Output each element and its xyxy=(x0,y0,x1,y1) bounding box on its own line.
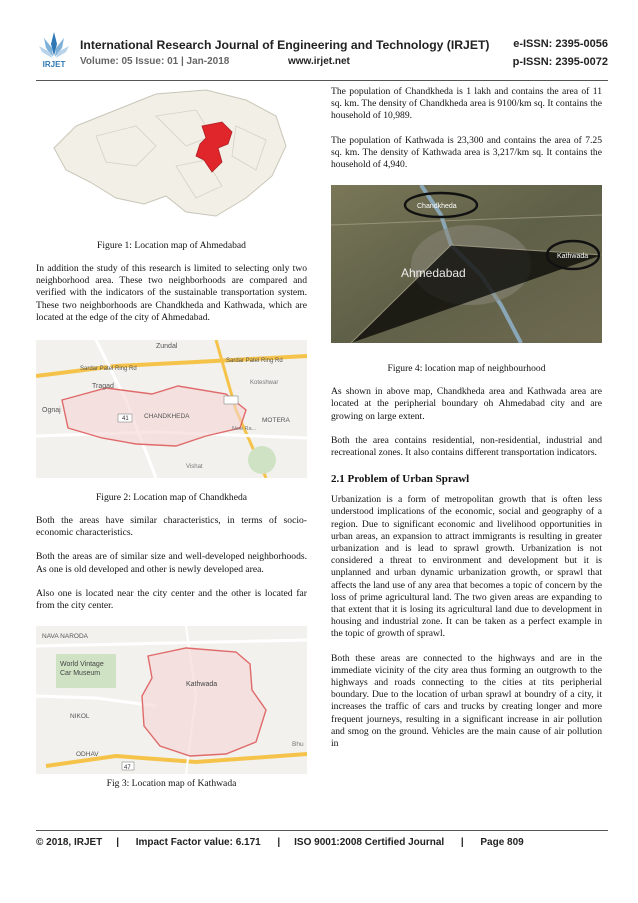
footer-iso: ISO 9001:2008 Certified Journal xyxy=(294,837,445,848)
chandkheda-map-graphic xyxy=(36,340,307,478)
figure-2-caption: Figure 2: Location map of Chandkheda xyxy=(95,492,248,504)
footer-separator: | xyxy=(460,837,464,848)
journal-website-link[interactable]: www.irjet.net xyxy=(288,56,350,67)
label-bhu: Bhu xyxy=(292,741,304,749)
left-column xyxy=(36,86,307,789)
label-ring-road-2: Sardar Patel Ring Rd xyxy=(226,358,283,365)
left-paragraph-4: Also one is located near the city center and the other is located far from the city center. xyxy=(36,587,307,612)
footer-impact-factor: Impact Factor value: 6.171 xyxy=(135,837,261,848)
footer-separator: | xyxy=(116,837,120,848)
header-divider xyxy=(36,80,608,81)
label-nava-naroda: NAVA NARODA xyxy=(42,633,88,641)
label-road-47: 47 xyxy=(124,765,131,772)
footer-divider xyxy=(36,830,608,831)
right-paragraph-5: Urbanization is a form of metropolitan growth that is often less understood implications of the economic, social and geography of a region. Due to significant economic and livelihood opportunities in urban areas, an expansion to attract immigrants is resulting in greater urbanization and is lead to sprawl growth. Urbanization is not considered a threat to environment and development but it is unplanned and urban dynamic urbanization growth, or sprawl that affects the land use of any area that becomes a topic of concern by the loss of prime agricultural land. The two given areas are expanding to that extent that it is losing its agricultural land due to development in housing and industrial zone. It can be taken as a perfect example in the topic of growth of sprawl. xyxy=(331,494,602,640)
right-paragraph-2: The population of Kathwada is 23,300 and contains the area of 7.25 sq. km. The density of Kathwada area is 3,217/km sq. It contains the household of 4,940. xyxy=(331,134,602,171)
right-paragraph-1: The population of Chandkheda is 1 lakh and contains the area of 11 sq. km. The density of Chandkheda area is 9100/km sq. It contains the household of 10,989. xyxy=(331,86,602,122)
journal-title: International Research Journal of Engineering and Technology (IRJET) xyxy=(80,38,490,52)
label-road-41: 41 xyxy=(122,416,129,423)
figure-neighbourhood-satellite-map xyxy=(331,185,602,343)
left-paragraph-1: In addition the study of this research is limited to selecting only two neighborhood area. These two neighborhoods are compared and verified with the indicators of the sustainable transportation system. These two neighborhoods are Chandkheda and Kathwada, which are located at the edge of the city of Ahmedabad. xyxy=(36,263,307,323)
label-odhav: ODHAV xyxy=(76,751,99,759)
satellite-map-graphic xyxy=(331,185,602,343)
label-nikol: NIKOL xyxy=(70,713,90,721)
left-paragraph-3: Both the areas are of similar size and well-developed neighborhoods. As one is old developed and other is newly developed area. xyxy=(36,551,307,575)
label-museum-line-2: Car Museum xyxy=(60,670,101,678)
label-tragad: Tragad xyxy=(92,383,114,391)
gujarat-map-graphic xyxy=(36,86,307,226)
label-koteshwar: Koteshwar xyxy=(250,380,279,387)
page-footer xyxy=(36,837,608,848)
label-ahmedabad-sat: Ahmedabad xyxy=(401,266,466,281)
figure-chandkheda-map xyxy=(36,340,307,478)
label-motera: MOTERA xyxy=(262,417,290,425)
right-paragraph-4: Both the area contains residential, non-residential, industrial and recreational zones. It also contains different transportation indicators. xyxy=(331,434,602,459)
figure-4-caption: Figure 4: location map of neighbourhood xyxy=(387,363,546,375)
section-heading-urban-sprawl: 2.1 Problem of Urban Sprawl xyxy=(331,473,470,486)
label-kathwada: Kathwada xyxy=(186,681,218,689)
volume-issue: Volume: 05 Issue: 01 | Jan-2018 xyxy=(80,56,230,67)
label-chandkheda: CHANDKHEDA xyxy=(144,413,190,421)
figure-ahmedabad-location-map xyxy=(36,86,307,226)
label-zundal: Zundal xyxy=(156,343,178,351)
pissn: p-ISSN: 2395-0072 xyxy=(512,56,608,68)
label-vishat: Vishat xyxy=(186,464,203,471)
label-ognaj: Ognaj xyxy=(42,407,61,415)
footer-separator: | xyxy=(277,837,281,848)
footer-page-number: Page 809 xyxy=(480,837,524,848)
eissn: e-ISSN: 2395-0056 xyxy=(513,38,608,50)
label-museum-line-1: World Vintage xyxy=(60,661,104,669)
right-column xyxy=(331,86,602,750)
right-paragraph-3: As shown in above map, Chandkheda area and Kathwada area are located at the peripherial boundary oh Ahmedabad city and are growing on large extent. xyxy=(331,386,602,422)
footer-copyright: © 2018, IRJET xyxy=(36,837,103,848)
figure-kathwada-map xyxy=(36,626,307,774)
figure-3-caption: Fig 3: Location map of Kathwada xyxy=(106,778,237,790)
left-paragraph-2: Both the areas have similar characteristics, in terms of socio-economic characteristics. xyxy=(36,515,307,539)
label-ring-road-1: Sardar Patel Ring Rd xyxy=(80,366,137,373)
figure-1-caption: Figure 1: Location map of Ahmedabad xyxy=(97,240,246,251)
label-nigam: New Ra... xyxy=(232,426,257,433)
right-paragraph-6: Both these areas are connected to the highways and are in the immediate vicinity of the city area thus forming an outgrowth to the highways and roads connecting to the cities at tits peripherial boundary. Due to the location of urban sprawl at boundry of a city, it increases the traffic of cars and trucks by creating longer and more frequent journeys, resulting in a significant increase in air pollution and smog on the ground. Vehicles are the main cause of air pollution in xyxy=(331,652,602,750)
kathwada-map-graphic xyxy=(36,626,307,774)
label-chandkheda-sat: Chandkheda xyxy=(417,203,457,211)
kathwada-boundary xyxy=(142,648,266,756)
logo-text: IRJET xyxy=(42,60,66,69)
label-kathwada-sat: Kathwada xyxy=(557,253,589,261)
page-header xyxy=(36,30,608,80)
